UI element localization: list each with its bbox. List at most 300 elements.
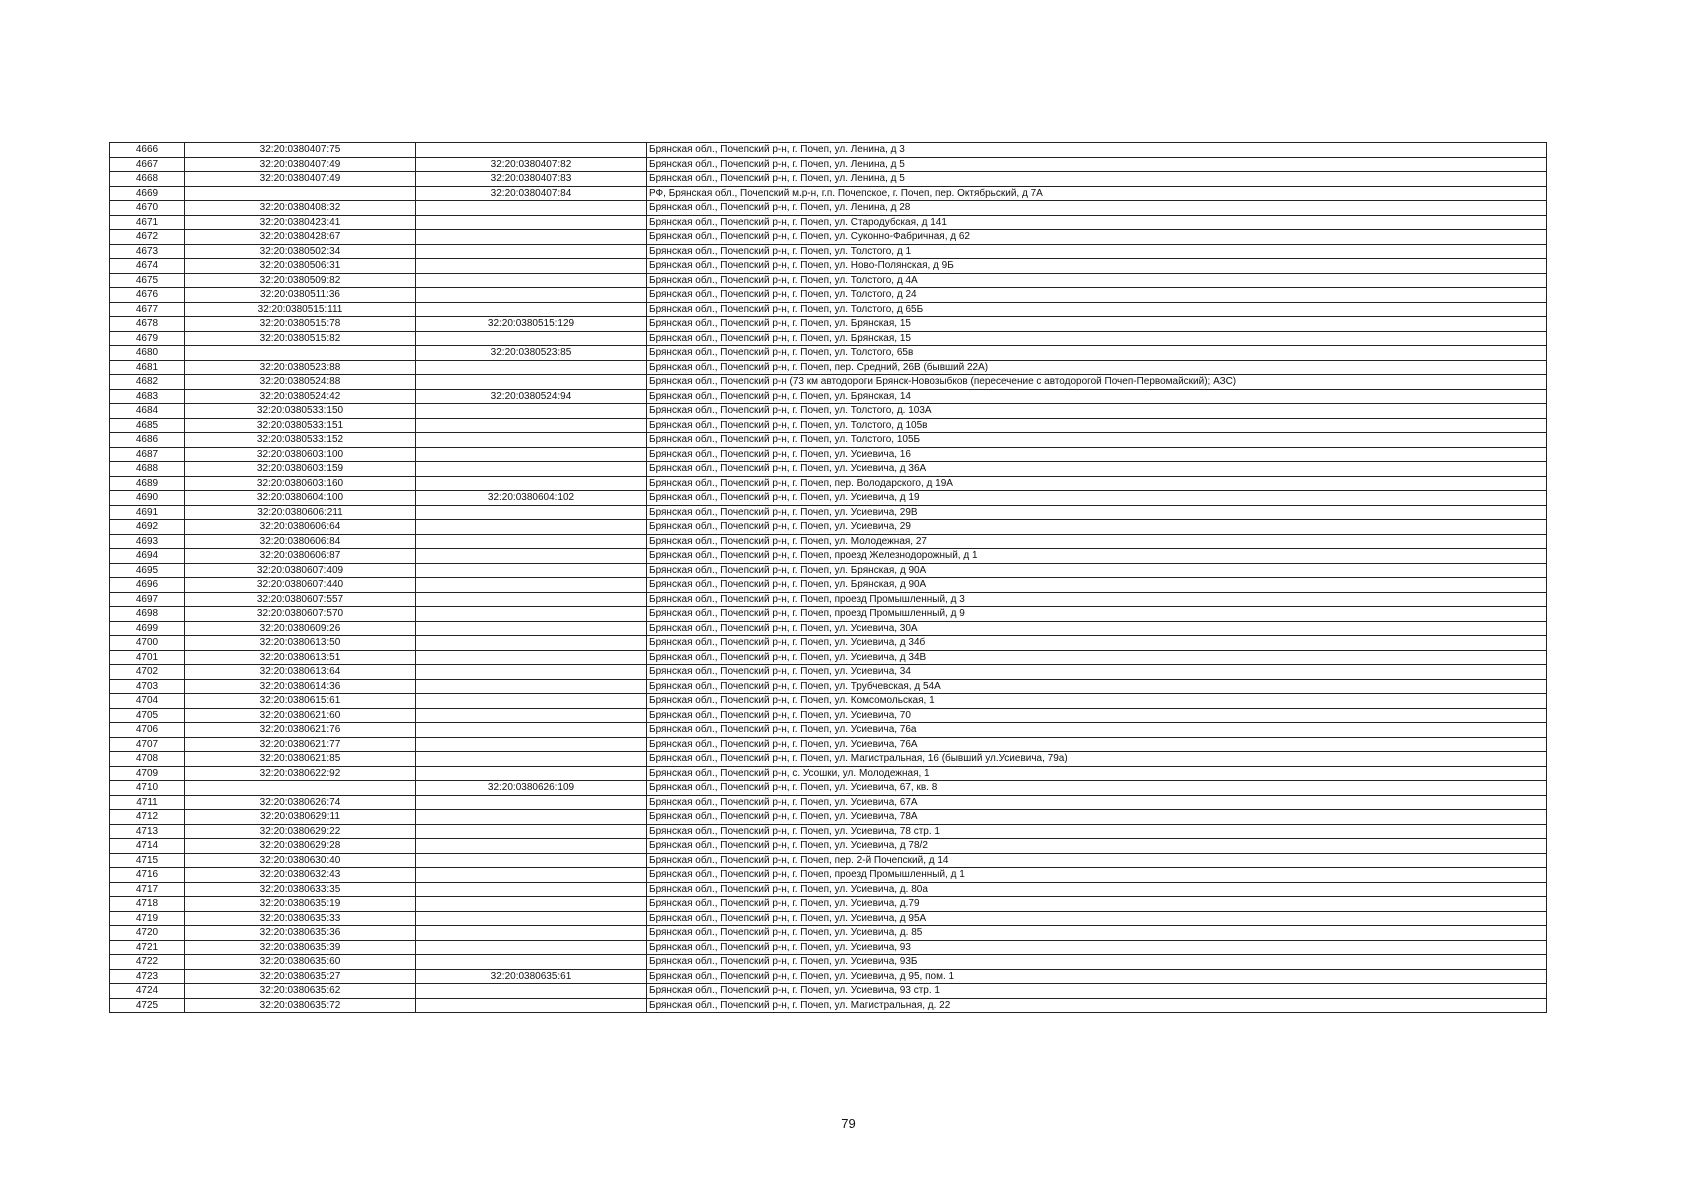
previous-cadastral-number-cell [416, 752, 647, 767]
table-row [110, 505, 1547, 520]
table-row [110, 288, 1547, 303]
row-number-cell: 4681 [110, 360, 185, 375]
address-cell: Брянская обл., Почепский р-н, г. Почеп, пер. Володарского, д 19А [647, 476, 1547, 491]
cadastral-number-cell: 32:20:0380633:35 [185, 882, 416, 897]
table-row [110, 810, 1547, 825]
previous-cadastral-number-cell [416, 665, 647, 680]
address-cell: Брянская обл., Почепский р-н, г. Почеп, ул. Суконно-Фабричная, д 62 [647, 230, 1547, 245]
row-number-cell: 4690 [110, 491, 185, 506]
address-cell: Брянская обл., Почепский р-н, г. Почеп, ул. Толстого, д 65Б [647, 302, 1547, 317]
cadastral-number-cell: 32:20:0380604:100 [185, 491, 416, 506]
row-number-cell: 4673 [110, 244, 185, 259]
address-cell: Брянская обл., Почепский р-н, г. Почеп, ул. Усиевича, 67, кв. 8 [647, 781, 1547, 796]
previous-cadastral-number-cell [416, 984, 647, 999]
cadastral-number-cell: 32:20:0380407:49 [185, 172, 416, 187]
previous-cadastral-number-cell: 32:20:0380407:84 [416, 186, 647, 201]
cadastral-number-cell: 32:20:0380606:84 [185, 534, 416, 549]
table-row [110, 752, 1547, 767]
previous-cadastral-number-cell [416, 404, 647, 419]
row-number-cell: 4721 [110, 940, 185, 955]
row-number-cell: 4708 [110, 752, 185, 767]
table-row [110, 520, 1547, 535]
previous-cadastral-number-cell: 32:20:0380626:109 [416, 781, 647, 796]
previous-cadastral-number-cell [416, 636, 647, 651]
address-cell: Брянская обл., Почепский р-н, г. Почеп, ул. Брянская, 15 [647, 331, 1547, 346]
table-row [110, 839, 1547, 854]
address-cell: Брянская обл., Почепский р-н, г. Почеп, ул. Усиевича, д 95А [647, 911, 1547, 926]
row-number-cell: 4695 [110, 563, 185, 578]
previous-cadastral-number-cell [416, 360, 647, 375]
table-row [110, 578, 1547, 593]
address-cell: Брянская обл., Почепский р-н, г. Почеп, ул. Усиевича, 30А [647, 621, 1547, 636]
cadastral-number-cell: 32:20:0380615:61 [185, 694, 416, 709]
previous-cadastral-number-cell: 32:20:0380604:102 [416, 491, 647, 506]
row-number-cell: 4701 [110, 650, 185, 665]
cadastral-number-cell: 32:20:0380502:34 [185, 244, 416, 259]
cadastral-number-cell: 32:20:0380603:160 [185, 476, 416, 491]
previous-cadastral-number-cell [416, 244, 647, 259]
table-row [110, 549, 1547, 564]
cadastral-number-cell: 32:20:0380607:557 [185, 592, 416, 607]
registry-table-body [110, 143, 1547, 1013]
cadastral-number-cell: 32:20:0380523:88 [185, 360, 416, 375]
cadastral-number-cell: 32:20:0380524:42 [185, 389, 416, 404]
table-row [110, 302, 1547, 317]
previous-cadastral-number-cell [416, 853, 647, 868]
address-cell: Брянская обл., Почепский р-н, г. Почеп, проезд Промышленный, д 9 [647, 607, 1547, 622]
cadastral-number-cell: 32:20:0380407:49 [185, 157, 416, 172]
row-number-cell: 4677 [110, 302, 185, 317]
row-number-cell: 4700 [110, 636, 185, 651]
table-row [110, 331, 1547, 346]
address-cell: Брянская обл., Почепский р-н, г. Почеп, ул. Усиевича, 67А [647, 795, 1547, 810]
row-number-cell: 4723 [110, 969, 185, 984]
cadastral-number-cell [185, 781, 416, 796]
cadastral-number-cell: 32:20:0380629:28 [185, 839, 416, 854]
row-number-cell: 4687 [110, 447, 185, 462]
table-row [110, 824, 1547, 839]
cadastral-number-cell: 32:20:0380533:152 [185, 433, 416, 448]
previous-cadastral-number-cell [416, 708, 647, 723]
address-cell: Брянская обл., Почепский р-н, г. Почеп, ул. Стародубская, д 141 [647, 215, 1547, 230]
table-row [110, 955, 1547, 970]
address-cell: Брянская обл., Почепский р-н, г. Почеп, ул. Усиевича, 34 [647, 665, 1547, 680]
table-row [110, 926, 1547, 941]
row-number-cell: 4719 [110, 911, 185, 926]
row-number-cell: 4682 [110, 375, 185, 390]
table-row [110, 375, 1547, 390]
row-number-cell: 4689 [110, 476, 185, 491]
row-number-cell: 4694 [110, 549, 185, 564]
cadastral-number-cell: 32:20:0380635:72 [185, 998, 416, 1013]
previous-cadastral-number-cell [416, 288, 647, 303]
row-number-cell: 4712 [110, 810, 185, 825]
address-cell: Брянская обл., Почепский р-н, г. Почеп, ул. Усиевича, д. 80а [647, 882, 1547, 897]
cadastral-number-cell: 32:20:0380632:43 [185, 868, 416, 883]
cadastral-number-cell: 32:20:0380621:85 [185, 752, 416, 767]
cadastral-number-cell: 32:20:0380621:77 [185, 737, 416, 752]
address-cell: Брянская обл., Почепский р-н, г. Почеп, ул. Усиевича, 93 [647, 940, 1547, 955]
row-number-cell: 4693 [110, 534, 185, 549]
row-number-cell: 4703 [110, 679, 185, 694]
previous-cadastral-number-cell [416, 607, 647, 622]
row-number-cell: 4711 [110, 795, 185, 810]
cadastral-number-cell: 32:20:0380613:50 [185, 636, 416, 651]
cadastral-number-cell: 32:20:0380635:19 [185, 897, 416, 912]
previous-cadastral-number-cell [416, 650, 647, 665]
cadastral-number-cell: 32:20:0380626:74 [185, 795, 416, 810]
cadastral-number-cell: 32:20:0380635:33 [185, 911, 416, 926]
address-cell: Брянская обл., Почепский р-н, г. Почеп, ул. Магистральная, д. 22 [647, 998, 1547, 1013]
address-cell: Брянская обл., Почепский р-н, г. Почеп, ул. Толстого, 105Б [647, 433, 1547, 448]
previous-cadastral-number-cell: 32:20:0380523:85 [416, 346, 647, 361]
table-row [110, 592, 1547, 607]
address-cell: Брянская обл., Почепский р-н, г. Почеп, ул. Толстого, д 4А [647, 273, 1547, 288]
cadastral-number-cell: 32:20:0380635:62 [185, 984, 416, 999]
address-cell: Брянская обл., Почепский р-н, г. Почеп, проезд Промышленный, д 1 [647, 868, 1547, 883]
address-cell: Брянская обл., Почепский р-н, г. Почеп, ул. Трубчевская, д 54А [647, 679, 1547, 694]
previous-cadastral-number-cell [416, 563, 647, 578]
previous-cadastral-number-cell [416, 868, 647, 883]
row-number-cell: 4685 [110, 418, 185, 433]
previous-cadastral-number-cell [416, 940, 647, 955]
row-number-cell: 4714 [110, 839, 185, 854]
table-row [110, 143, 1547, 158]
cadastral-number-cell: 32:20:0380607:570 [185, 607, 416, 622]
previous-cadastral-number-cell [416, 824, 647, 839]
table-row [110, 389, 1547, 404]
cadastral-number-cell: 32:20:0380622:92 [185, 766, 416, 781]
address-cell: Брянская обл., Почепский р-н, г. Почеп, ул. Брянская, 14 [647, 389, 1547, 404]
address-cell: Брянская обл., Почепский р-н, с. Усошки, ул. Молодежная, 1 [647, 766, 1547, 781]
row-number-cell: 4686 [110, 433, 185, 448]
row-number-cell: 4666 [110, 143, 185, 158]
row-number-cell: 4691 [110, 505, 185, 520]
cadastral-number-cell: 32:20:0380423:41 [185, 215, 416, 230]
previous-cadastral-number-cell [416, 694, 647, 709]
address-cell: РФ, Брянская обл., Почепский м.р-н, г.п. Почепское, г. Почеп, пер. Октябрьский, д 7А [647, 186, 1547, 201]
address-cell: Брянская обл., Почепский р-н, г. Почеп, ул. Толстого, д 1 [647, 244, 1547, 259]
table-row [110, 940, 1547, 955]
previous-cadastral-number-cell [416, 418, 647, 433]
previous-cadastral-number-cell [416, 476, 647, 491]
table-row [110, 607, 1547, 622]
row-number-cell: 4698 [110, 607, 185, 622]
previous-cadastral-number-cell [416, 201, 647, 216]
table-row [110, 621, 1547, 636]
cadastral-number-cell: 32:20:0380607:409 [185, 563, 416, 578]
row-number-cell: 4679 [110, 331, 185, 346]
cadastral-number-cell [185, 186, 416, 201]
address-cell: Брянская обл., Почепский р-н, г. Почеп, ул. Усиевича, д 36А [647, 462, 1547, 477]
row-number-cell: 4725 [110, 998, 185, 1013]
address-cell: Брянская обл., Почепский р-н, г. Почеп, ул. Усиевича, 16 [647, 447, 1547, 462]
previous-cadastral-number-cell [416, 143, 647, 158]
previous-cadastral-number-cell [416, 897, 647, 912]
previous-cadastral-number-cell [416, 331, 647, 346]
address-cell: Брянская обл., Почепский р-н, г. Почеп, ул. Ленина, д 5 [647, 157, 1547, 172]
row-number-cell: 4713 [110, 824, 185, 839]
address-cell: Брянская обл., Почепский р-н, г. Почеп, ул. Усиевича, 76А [647, 737, 1547, 752]
address-cell: Брянская обл., Почепский р-н, г. Почеп, ул. Магистральная, 16 (бывший ул.Усиевича, 79а) [647, 752, 1547, 767]
table-row [110, 462, 1547, 477]
row-number-cell: 4674 [110, 259, 185, 274]
cadastral-number-cell: 32:20:0380407:75 [185, 143, 416, 158]
cadastral-number-cell: 32:20:0380524:88 [185, 375, 416, 390]
row-number-cell: 4706 [110, 723, 185, 738]
previous-cadastral-number-cell [416, 505, 647, 520]
table-row [110, 853, 1547, 868]
row-number-cell: 4705 [110, 708, 185, 723]
table-row [110, 230, 1547, 245]
address-cell: Брянская обл., Почепский р-н, г. Почеп, ул. Толстого, д 105в [647, 418, 1547, 433]
table-row [110, 244, 1547, 259]
table-row [110, 708, 1547, 723]
row-number-cell: 4724 [110, 984, 185, 999]
cadastral-number-cell: 32:20:0380635:39 [185, 940, 416, 955]
cadastral-number-cell: 32:20:0380607:440 [185, 578, 416, 593]
address-cell: Брянская обл., Почепский р-н, г. Почеп, ул. Усиевича, д 19 [647, 491, 1547, 506]
address-cell: Брянская обл., Почепский р-н, г. Почеп, ул. Усиевича, д 34В [647, 650, 1547, 665]
address-cell: Брянская обл., Почепский р-н, г. Почеп, ул. Ново-Полянская, д 9Б [647, 259, 1547, 274]
address-cell: Брянская обл., Почепский р-н, г. Почеп, ул. Комсомольская, 1 [647, 694, 1547, 709]
cadastral-number-cell: 32:20:0380606:211 [185, 505, 416, 520]
previous-cadastral-number-cell [416, 578, 647, 593]
cadastral-number-cell: 32:20:0380609:26 [185, 621, 416, 636]
table-row [110, 491, 1547, 506]
table-row [110, 215, 1547, 230]
address-cell: Брянская обл., Почепский р-н, г. Почеп, ул. Толстого, д 24 [647, 288, 1547, 303]
row-number-cell: 4722 [110, 955, 185, 970]
address-cell: Брянская обл., Почепский р-н, г. Почеп, ул. Усиевича, 93Б [647, 955, 1547, 970]
address-cell: Брянская обл., Почепский р-н, г. Почеп, ул. Брянская, д 90А [647, 563, 1547, 578]
previous-cadastral-number-cell [416, 592, 647, 607]
table-row [110, 259, 1547, 274]
row-number-cell: 4688 [110, 462, 185, 477]
row-number-cell: 4702 [110, 665, 185, 680]
row-number-cell: 4669 [110, 186, 185, 201]
cadastral-number-cell: 32:20:0380511:36 [185, 288, 416, 303]
row-number-cell: 4710 [110, 781, 185, 796]
address-cell: Брянская обл., Почепский р-н, г. Почеп, ул. Усиевича, д 95, пом. 1 [647, 969, 1547, 984]
cadastral-number-cell: 32:20:0380515:82 [185, 331, 416, 346]
cadastral-number-cell: 32:20:0380506:31 [185, 259, 416, 274]
table-row [110, 969, 1547, 984]
previous-cadastral-number-cell: 32:20:0380524:94 [416, 389, 647, 404]
cadastral-number-cell: 32:20:0380428:67 [185, 230, 416, 245]
address-cell: Брянская обл., Почепский р-н, г. Почеп, ул. Усиевича, д.79 [647, 897, 1547, 912]
previous-cadastral-number-cell [416, 215, 647, 230]
cadastral-number-cell: 32:20:0380621:76 [185, 723, 416, 738]
address-cell: Брянская обл., Почепский р-н, г. Почеп, ул. Ленина, д 5 [647, 172, 1547, 187]
previous-cadastral-number-cell [416, 766, 647, 781]
table-row [110, 201, 1547, 216]
previous-cadastral-number-cell [416, 737, 647, 752]
previous-cadastral-number-cell [416, 462, 647, 477]
table-row [110, 984, 1547, 999]
cadastral-number-cell: 32:20:0380630:40 [185, 853, 416, 868]
previous-cadastral-number-cell [416, 534, 647, 549]
previous-cadastral-number-cell [416, 882, 647, 897]
previous-cadastral-number-cell [416, 795, 647, 810]
previous-cadastral-number-cell [416, 447, 647, 462]
table-row [110, 795, 1547, 810]
previous-cadastral-number-cell [416, 375, 647, 390]
row-number-cell: 4676 [110, 288, 185, 303]
table-row [110, 273, 1547, 288]
row-number-cell: 4692 [110, 520, 185, 535]
row-number-cell: 4675 [110, 273, 185, 288]
previous-cadastral-number-cell [416, 520, 647, 535]
address-cell: Брянская обл., Почепский р-н, г. Почеп, ул. Усиевича, д 34б [647, 636, 1547, 651]
cadastral-number-cell: 32:20:0380635:27 [185, 969, 416, 984]
previous-cadastral-number-cell [416, 810, 647, 825]
table-row [110, 418, 1547, 433]
address-cell: Брянская обл., Почепский р-н, г. Почеп, ул. Усиевича, д. 85 [647, 926, 1547, 941]
table-row [110, 447, 1547, 462]
cadastral-number-cell [185, 346, 416, 361]
cadastral-number-cell: 32:20:0380515:111 [185, 302, 416, 317]
cadastral-number-cell: 32:20:0380629:11 [185, 810, 416, 825]
cadastral-number-cell: 32:20:0380613:64 [185, 665, 416, 680]
address-cell: Брянская обл., Почепский р-н, г. Почеп, пер. 2-й Почепский, д 14 [647, 853, 1547, 868]
table-row [110, 694, 1547, 709]
row-number-cell: 4697 [110, 592, 185, 607]
page-number: 79 [841, 1116, 856, 1131]
row-number-cell: 4671 [110, 215, 185, 230]
cadastral-number-cell: 32:20:0380603:159 [185, 462, 416, 477]
cadastral-number-cell: 32:20:0380533:150 [185, 404, 416, 419]
previous-cadastral-number-cell [416, 955, 647, 970]
address-cell: Брянская обл., Почепский р-н (73 км автодороги Брянск-Новозыбков (пересечение с автодорогой Почеп-Первомайский); АЗС) [647, 375, 1547, 390]
address-cell: Брянская обл., Почепский р-н, г. Почеп, ул. Усиевича, 76а [647, 723, 1547, 738]
table-row [110, 172, 1547, 187]
table-row [110, 897, 1547, 912]
address-cell: Брянская обл., Почепский р-н, г. Почеп, ул. Брянская, д 90А [647, 578, 1547, 593]
row-number-cell: 4720 [110, 926, 185, 941]
cadastral-number-cell: 32:20:0380614:36 [185, 679, 416, 694]
table-row [110, 476, 1547, 491]
table-row [110, 868, 1547, 883]
previous-cadastral-number-cell [416, 911, 647, 926]
address-cell: Брянская обл., Почепский р-н, г. Почеп, ул. Молодежная, 27 [647, 534, 1547, 549]
previous-cadastral-number-cell [416, 259, 647, 274]
previous-cadastral-number-cell [416, 230, 647, 245]
cadastral-number-cell: 32:20:0380621:60 [185, 708, 416, 723]
row-number-cell: 4668 [110, 172, 185, 187]
address-cell: Брянская обл., Почепский р-н, г. Почеп, ул. Усиевича, 78 стр. 1 [647, 824, 1547, 839]
previous-cadastral-number-cell [416, 302, 647, 317]
previous-cadastral-number-cell: 32:20:0380407:83 [416, 172, 647, 187]
row-number-cell: 4672 [110, 230, 185, 245]
table-row [110, 186, 1547, 201]
row-number-cell: 4670 [110, 201, 185, 216]
cadastral-number-cell: 32:20:0380606:87 [185, 549, 416, 564]
cadastral-number-cell: 32:20:0380533:151 [185, 418, 416, 433]
table-row [110, 157, 1547, 172]
table-row [110, 998, 1547, 1013]
cadastral-number-cell: 32:20:0380613:51 [185, 650, 416, 665]
address-cell: Брянская обл., Почепский р-н, г. Почеп, ул. Толстого, д. 103А [647, 404, 1547, 419]
previous-cadastral-number-cell [416, 549, 647, 564]
address-cell: Брянская обл., Почепский р-н, г. Почеп, ул. Усиевича, 93 стр. 1 [647, 984, 1547, 999]
previous-cadastral-number-cell [416, 273, 647, 288]
table-row [110, 650, 1547, 665]
row-number-cell: 4667 [110, 157, 185, 172]
table-row [110, 346, 1547, 361]
previous-cadastral-number-cell: 32:20:0380407:82 [416, 157, 647, 172]
row-number-cell: 4716 [110, 868, 185, 883]
table-row [110, 317, 1547, 332]
table-row [110, 882, 1547, 897]
row-number-cell: 4699 [110, 621, 185, 636]
previous-cadastral-number-cell [416, 839, 647, 854]
address-cell: Брянская обл., Почепский р-н, г. Почеп, ул. Усиевича, 70 [647, 708, 1547, 723]
table-row [110, 563, 1547, 578]
table-row [110, 534, 1547, 549]
address-cell: Брянская обл., Почепский р-н, г. Почеп, пер. Средний, 26В (бывший 22А) [647, 360, 1547, 375]
cadastral-number-cell: 32:20:0380408:32 [185, 201, 416, 216]
cadastral-number-cell: 32:20:0380603:100 [185, 447, 416, 462]
previous-cadastral-number-cell [416, 723, 647, 738]
cadastral-number-cell: 32:20:0380635:60 [185, 955, 416, 970]
row-number-cell: 4704 [110, 694, 185, 709]
table-row [110, 723, 1547, 738]
table-row [110, 433, 1547, 448]
cadastral-number-cell: 32:20:0380515:78 [185, 317, 416, 332]
row-number-cell: 4707 [110, 737, 185, 752]
row-number-cell: 4684 [110, 404, 185, 419]
table-row [110, 665, 1547, 680]
address-cell: Брянская обл., Почепский р-н, г. Почеп, ул. Ленина, д 28 [647, 201, 1547, 216]
cadastral-number-cell: 32:20:0380509:82 [185, 273, 416, 288]
address-cell: Брянская обл., Почепский р-н, г. Почеп, ул. Усиевича, 29 [647, 520, 1547, 535]
table-row [110, 766, 1547, 781]
previous-cadastral-number-cell [416, 926, 647, 941]
row-number-cell: 4709 [110, 766, 185, 781]
previous-cadastral-number-cell [416, 433, 647, 448]
row-number-cell: 4683 [110, 389, 185, 404]
cadastral-number-cell: 32:20:0380606:64 [185, 520, 416, 535]
row-number-cell: 4715 [110, 853, 185, 868]
row-number-cell: 4717 [110, 882, 185, 897]
table-row [110, 360, 1547, 375]
row-number-cell: 4718 [110, 897, 185, 912]
previous-cadastral-number-cell [416, 621, 647, 636]
cadastral-number-cell: 32:20:0380635:36 [185, 926, 416, 941]
address-cell: Брянская обл., Почепский р-н, г. Почеп, ул. Брянская, 15 [647, 317, 1547, 332]
row-number-cell: 4696 [110, 578, 185, 593]
previous-cadastral-number-cell [416, 679, 647, 694]
address-cell: Брянская обл., Почепский р-н, г. Почеп, ул. Ленина, д 3 [647, 143, 1547, 158]
address-cell: Брянская обл., Почепский р-н, г. Почеп, ул. Толстого, 65в [647, 346, 1547, 361]
table-row [110, 679, 1547, 694]
address-cell: Брянская обл., Почепский р-н, г. Почеп, ул. Усиевича, 29В [647, 505, 1547, 520]
row-number-cell: 4678 [110, 317, 185, 332]
table-row [110, 911, 1547, 926]
table-row [110, 404, 1547, 419]
previous-cadastral-number-cell: 32:20:0380515:129 [416, 317, 647, 332]
address-cell: Брянская обл., Почепский р-н, г. Почеп, ул. Усиевича, 78А [647, 810, 1547, 825]
row-number-cell: 4680 [110, 346, 185, 361]
table-row [110, 636, 1547, 651]
cadastral-number-cell: 32:20:0380629:22 [185, 824, 416, 839]
table-row [110, 737, 1547, 752]
previous-cadastral-number-cell: 32:20:0380635:61 [416, 969, 647, 984]
address-cell: Брянская обл., Почепский р-н, г. Почеп, проезд Железнодорожный, д 1 [647, 549, 1547, 564]
previous-cadastral-number-cell [416, 998, 647, 1013]
address-cell: Брянская обл., Почепский р-н, г. Почеп, проезд Промышленный, д 3 [647, 592, 1547, 607]
